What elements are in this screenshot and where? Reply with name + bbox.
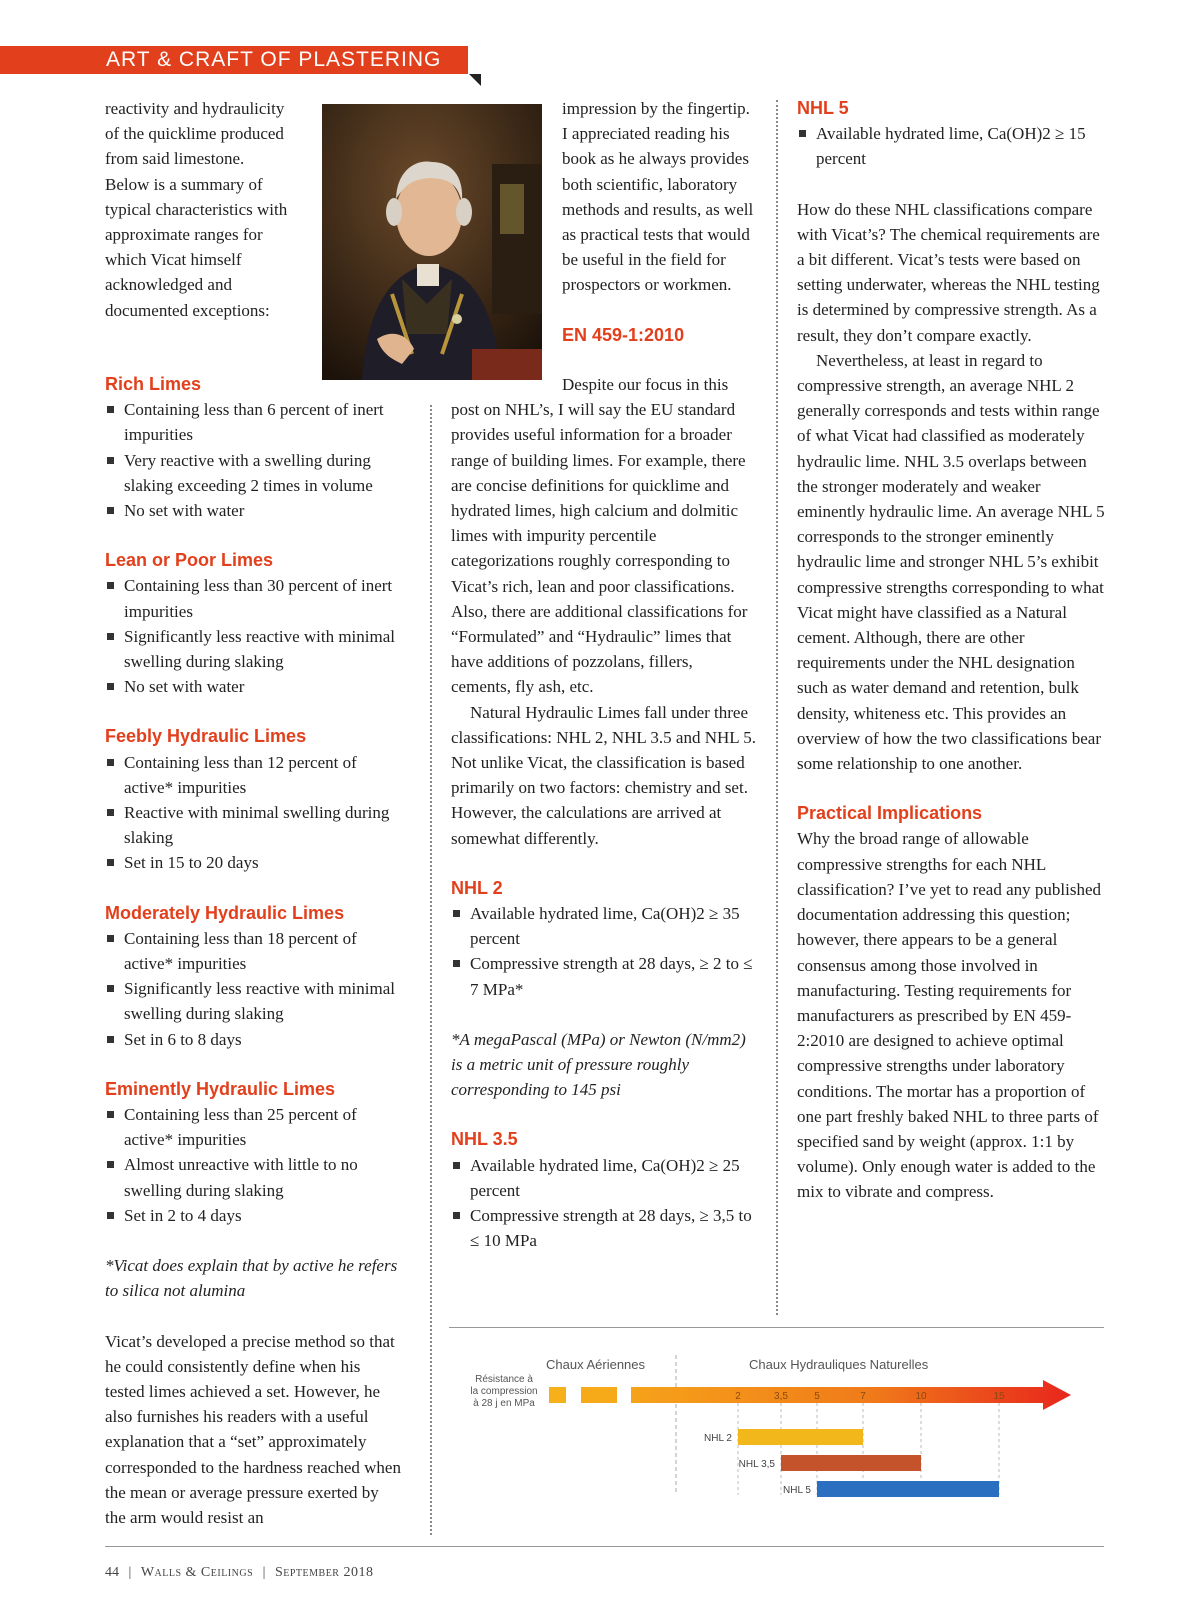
- mpa-footnote: *A megaPascal (MPa) or Newton (N/mm2) is a metric unit of pressure roughly corresponding to 145 psi: [451, 1029, 746, 1100]
- list-item: Containing less than 25 percent of active* impurities: [105, 1102, 403, 1152]
- rich-limes-list: [105, 397, 403, 523]
- tick-label: 2: [735, 1391, 741, 1402]
- column-divider: [430, 405, 432, 1535]
- tick-label: 10: [915, 1391, 927, 1402]
- page-footer: 44 | Walls & Ceilings | September 2018: [105, 1565, 374, 1580]
- vicat-footnote: *Vicat does explain that by active he refers to silica not alumina: [105, 1256, 398, 1301]
- heading-nhl-5: NHL 5: [797, 98, 849, 118]
- paragraph: Despite our focus in this post on NHL’s, I will say the EU standard provides useful information for a broader range of building limes. For example, there are concise definitions for quicklime and hydrated limes, high calcium and dolmitic limes with impurity percentile categorizations roughly corresponding to Vicat’s rich, lean and poor classifications. Also, there are additional classifications for “Formulated” and “Hydraulic” limes that have additions of pozzolans, fillers, cements, fly ash, etc.: [451, 375, 748, 697]
- nhl-35-list: [451, 1153, 756, 1254]
- label-chaux-hydrauliques: Chaux Hydrauliques Naturelles: [749, 1357, 929, 1372]
- nhl-5-list: [797, 121, 1105, 171]
- list-item: Almost unreactive with little to no swelling during slaking: [105, 1152, 403, 1202]
- outro-paragraph: Vicat’s developed a precise method so that he could consistently define when his tested limes achieved a set. However, he also furnishes his readers with a useful explanation that a “set” approximately corresponded to the hardness reached when the mean or average pressure exerted by the arm would resist an: [105, 1331, 401, 1527]
- list-item: Significantly less reactive with minimal swelling during slaking: [105, 976, 403, 1026]
- page-number: 44: [105, 1565, 119, 1580]
- aerienne-block: [549, 1387, 566, 1403]
- portrait-image: [322, 104, 542, 380]
- list-item: Set in 15 to 20 days: [105, 850, 403, 875]
- tick-label: 7: [860, 1391, 866, 1402]
- nhl-range-bar: [781, 1455, 921, 1471]
- list-item: Containing less than 30 percent of inert impurities: [105, 573, 403, 623]
- list-item: Available hydrated lime, Ca(OH)2 ≥ 25 percent: [451, 1153, 756, 1203]
- tick-label: 15: [993, 1391, 1005, 1402]
- nhl-range-bar: [817, 1481, 999, 1497]
- heading-practical-implications: Practical Implications: [797, 803, 983, 824]
- section-title: ART & CRAFT OF PLASTERING: [106, 48, 442, 71]
- nhl-bar-label: NHL 2: [704, 1433, 732, 1444]
- list-item: Available hydrated lime, Ca(OH)2 ≥ 35 percent: [451, 901, 756, 951]
- heading-rich-limes: Rich Limes: [105, 374, 202, 394]
- paragraph: Natural Hydraulic Limes fall under three classifications: NHL 2, NHL 3.5 and NHL 5. Not unlike Vicat, the classification is based primarily on two factors: chemistry and set. However, the calculations are arrived at somewhat differently.: [451, 702, 756, 848]
- banner-fold: [469, 74, 481, 86]
- list-item: Containing less than 18 percent of active* impurities: [105, 926, 403, 976]
- column-divider: [776, 100, 778, 1315]
- column-1-intro: [105, 96, 291, 323]
- heading-moderately-hydraulic: Moderately Hydraulic Limes: [105, 902, 345, 923]
- list-item: Compressive strength at 28 days, ≥ 3,5 to ≤ 10 MPa: [451, 1203, 756, 1253]
- heading-eminently-hydraulic: Eminently Hydraulic Limes: [105, 1078, 336, 1099]
- tick-label: 3,5: [774, 1391, 788, 1402]
- issue-date: September 2018: [274, 1565, 374, 1580]
- axis-label-line: la compression: [470, 1386, 538, 1397]
- list-item: Significantly less reactive with minimal swelling during slaking: [105, 624, 403, 674]
- heading-en-459: EN 459-1:2010: [562, 324, 685, 345]
- strength-arrow: [631, 1380, 1071, 1410]
- lean-limes-list: [105, 573, 403, 699]
- nhl-range-bar: [738, 1429, 863, 1445]
- column-3: [797, 96, 1105, 1205]
- heading-lean-limes: Lean or Poor Limes: [105, 550, 274, 571]
- section-banner: [0, 46, 468, 74]
- heading-nhl-35: NHL 3.5: [451, 1129, 518, 1150]
- nhl-strength-diagram: [449, 1345, 1119, 1530]
- moderately-hydraulic-list: [105, 926, 403, 1052]
- list-item: No set with water: [105, 498, 403, 523]
- eminently-hydraulic-list: [105, 1102, 403, 1228]
- intro-paragraph: reactivity and hydraulicity of the quicklime produced from said limestone. Below is a summary of typical characteristics with approximate ranges for which Vicat himself acknowledged and documented exceptions:: [105, 99, 288, 320]
- axis-label-line: à 28 j en MPa: [473, 1398, 535, 1409]
- column-2-top: [562, 96, 758, 348]
- paragraph: impression by the fingertip. I appreciated reading his book as he always provides both scientific, laboratory methods and results, as well as practical tests that would be useful in the field for prospectors or workmen.: [562, 99, 754, 295]
- paragraph: Why the broad range of allowable compressive strengths for each NHL classification? I’ve yet to read any published documentation addressing this question; however, there appears to be a general consensus among those involved in manufacturing. Testing requirements for manufacturers as prescribed by EN 459-2:2010 are designed to achieve optimal compressive strengths under laboratory conditions. The mortar has a proportion of one part freshly baked NHL to three parts of specified sand by weight (approx. 1:1 by volume). Only enough water is added to the mix to vibrate and compress.: [797, 829, 1101, 1202]
- list-item: Very reactive with a swelling during slaking exceeding 2 times in volume: [105, 448, 403, 498]
- nhl-bar-label: NHL 3,5: [738, 1459, 775, 1470]
- list-item: No set with water: [105, 674, 403, 699]
- heading-feebly-hydraulic: Feebly Hydraulic Limes: [105, 726, 307, 747]
- list-item: Containing less than 6 percent of inert impurities: [105, 397, 403, 447]
- paragraph: How do these NHL classifications compare with Vicat’s? The chemical requirements are a bit different. Vicat’s tests were based on setting underwater, whereas the NHL testing is determined by compressive strength. As a result, they don’t compare exactly.: [797, 199, 1100, 345]
- feebly-hydraulic-list: [105, 750, 403, 876]
- axis-label-line: Résistance à: [475, 1374, 533, 1385]
- list-item: Reactive with minimal swelling during slaking: [105, 800, 403, 850]
- list-item: Compressive strength at 28 days, ≥ 2 to ≤ 7 MPa*: [451, 951, 756, 1001]
- list-item: Containing less than 12 percent of active* impurities: [105, 750, 403, 800]
- heading-nhl-2: NHL 2: [451, 877, 503, 898]
- diagram-top-rule: [449, 1327, 1104, 1328]
- tick-label: 5: [814, 1391, 820, 1402]
- list-item: Available hydrated lime, Ca(OH)2 ≥ 15 percent: [797, 121, 1105, 171]
- column-2: [451, 372, 756, 1254]
- magazine-name: Walls & Ceilings: [140, 1565, 254, 1580]
- nhl-bar-label: NHL 5: [783, 1485, 811, 1496]
- label-chaux-aeriennes: Chaux Aériennes: [546, 1357, 646, 1372]
- aerienne-block: [581, 1387, 617, 1403]
- paragraph: Nevertheless, at least in regard to compressive strength, an average NHL 2 generally corresponds and tests within range of what Vicat had classified as moderately hydraulic lime. NHL 3.5 overlaps between the stronger moderately and weaker eminently hydraulic lime. An average NHL 5 corresponds to the stronger eminently hydraulic lime and stronger NHL 5’s exhibit compressive strengths corresponding to what Vicat might have classified as a Natural cement. Although, there are other requirements under the NHL designation such as water demand and retention, bulk density, whiteness etc. This provides an overview of how the two classifications bear some relationship to one another.: [797, 350, 1105, 774]
- column-1: [105, 372, 403, 1530]
- list-item: Set in 2 to 4 days: [105, 1203, 403, 1228]
- list-item: Set in 6 to 8 days: [105, 1027, 403, 1052]
- nhl-2-list: [451, 901, 756, 1002]
- footer-rule: [105, 1546, 1104, 1547]
